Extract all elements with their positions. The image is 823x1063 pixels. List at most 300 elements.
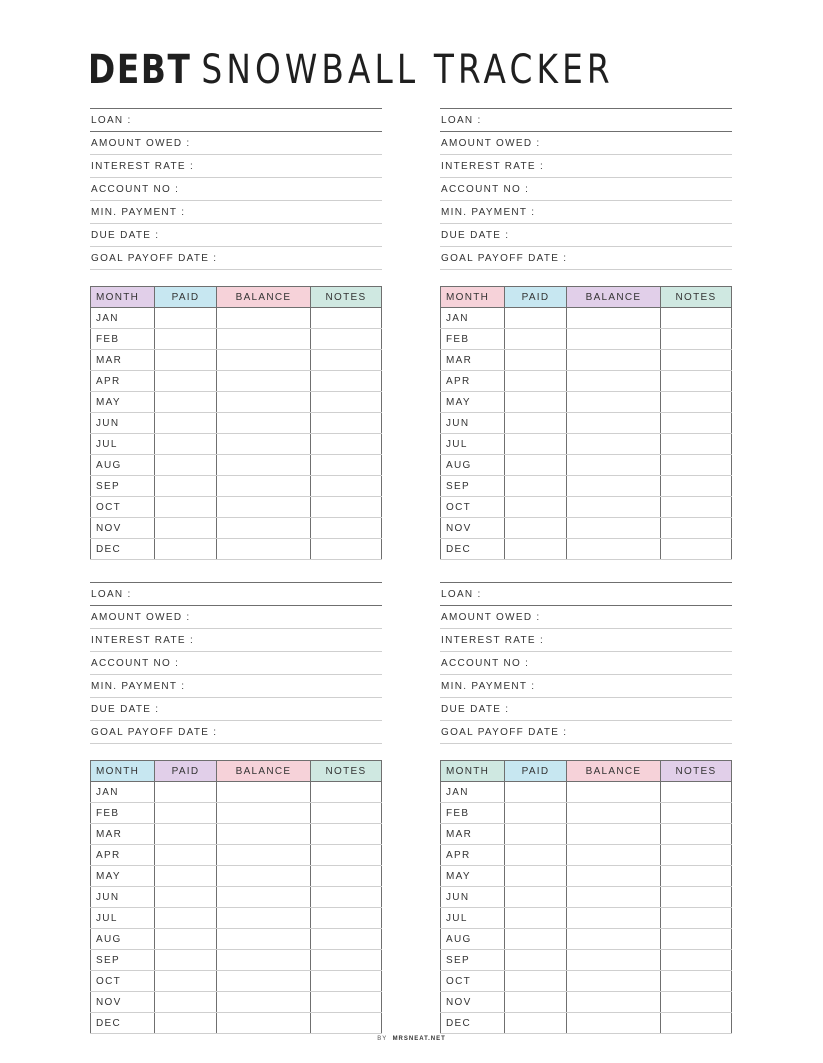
entry-cell[interactable] [311,350,382,371]
entry-cell[interactable] [661,371,732,392]
entry-cell[interactable] [311,371,382,392]
entry-cell[interactable] [155,371,217,392]
entry-cell[interactable] [155,908,217,929]
info-field-row[interactable] [90,629,382,652]
info-field-label: ACCOUNT NO : [441,657,530,669]
info-field-row[interactable] [440,155,732,178]
entry-cell[interactable] [505,413,567,434]
entry-cell[interactable] [505,434,567,455]
month-label: NOV [441,518,505,539]
table-row [91,329,382,350]
table-row [91,950,382,971]
info-field-row[interactable] [440,224,732,247]
entry-cell[interactable] [311,434,382,455]
info-field-row[interactable] [90,721,382,744]
entry-cell[interactable] [155,992,217,1013]
page-title [88,42,614,98]
entry-cell[interactable] [217,434,311,455]
table-row [441,539,732,560]
entry-cell[interactable] [567,803,661,824]
entry-cell[interactable] [661,887,732,908]
month-label: JAN [91,308,155,329]
debt-block [440,108,732,555]
loan-info-fields [440,108,732,270]
table-row [91,497,382,518]
entry-cell[interactable] [155,845,217,866]
entry-cell[interactable] [567,434,661,455]
entry-cell[interactable] [661,497,732,518]
month-label: APR [441,371,505,392]
entry-cell[interactable] [311,308,382,329]
entry-cell[interactable] [661,476,732,497]
month-label: AUG [91,455,155,476]
table-row [441,908,732,929]
table-row [441,950,732,971]
month-label: JAN [91,782,155,803]
entry-cell[interactable] [155,476,217,497]
entry-cell[interactable] [567,866,661,887]
entry-cell[interactable] [311,929,382,950]
entry-cell[interactable] [217,413,311,434]
info-field-row[interactable] [440,201,732,224]
info-field-row[interactable] [440,675,732,698]
month-label: SEP [91,950,155,971]
entry-cell[interactable] [661,908,732,929]
table-row [91,371,382,392]
table-row [441,971,732,992]
entry-cell[interactable] [217,845,311,866]
entry-cell[interactable] [311,455,382,476]
table-row [91,308,382,329]
month-label: JAN [441,308,505,329]
entry-cell[interactable] [311,497,382,518]
entry-cell[interactable] [567,329,661,350]
info-field-row[interactable] [440,652,732,675]
info-field-row[interactable] [90,698,382,721]
month-label: NOV [91,992,155,1013]
month-label: FEB [441,803,505,824]
loan-info-fields [90,108,382,270]
table-row [441,518,732,539]
entry-cell[interactable] [505,497,567,518]
table-row [441,308,732,329]
entry-cell[interactable] [217,971,311,992]
entry-cell[interactable] [155,308,217,329]
table-row [91,887,382,908]
info-field-label: DUE DATE : [91,229,160,241]
entry-cell[interactable] [155,539,217,560]
month-label: NOV [91,518,155,539]
info-field-label: MIN. PAYMENT : [91,680,186,692]
table-row [91,824,382,845]
column-header: MONTH [441,761,505,782]
month-label: DEC [91,1013,155,1034]
entry-cell[interactable] [505,803,567,824]
entry-cell[interactable] [505,887,567,908]
info-field-row[interactable] [440,109,732,132]
info-field-label: MIN. PAYMENT : [441,680,536,692]
entry-cell[interactable] [217,887,311,908]
entry-cell[interactable] [567,887,661,908]
entry-cell[interactable] [567,413,661,434]
info-field-label: ACCOUNT NO : [91,183,180,195]
month-label: APR [91,845,155,866]
entry-cell[interactable] [661,308,732,329]
entry-cell[interactable] [311,476,382,497]
entry-cell[interactable] [661,329,732,350]
table-row [91,455,382,476]
table-row [91,392,382,413]
entry-cell[interactable] [155,971,217,992]
entry-cell[interactable] [567,392,661,413]
entry-cell[interactable] [311,329,382,350]
entry-cell[interactable] [217,455,311,476]
entry-cell[interactable] [311,392,382,413]
month-label: FEB [91,329,155,350]
month-label: NOV [441,992,505,1013]
info-field-row[interactable] [90,247,382,270]
info-field-row[interactable] [90,675,382,698]
entry-cell[interactable] [505,308,567,329]
table-row [441,497,732,518]
table-row [91,845,382,866]
info-field-row[interactable] [90,201,382,224]
entry-cell[interactable] [217,476,311,497]
month-label: OCT [91,971,155,992]
column-header: MONTH [91,761,155,782]
info-field-row[interactable] [440,178,732,201]
entry-cell[interactable] [661,413,732,434]
entry-cell[interactable] [155,518,217,539]
entry-cell[interactable] [311,824,382,845]
entry-cell[interactable] [217,371,311,392]
table-row [91,350,382,371]
month-label: JUL [441,434,505,455]
info-field-row[interactable] [90,155,382,178]
entry-cell[interactable] [567,350,661,371]
entry-cell[interactable] [661,866,732,887]
entry-cell[interactable] [311,518,382,539]
info-field-label: ACCOUNT NO : [441,183,530,195]
entry-cell[interactable] [505,1013,567,1034]
entry-cell[interactable] [155,1013,217,1034]
entry-cell[interactable] [505,845,567,866]
info-field-label: GOAL PAYOFF DATE : [91,726,218,738]
entry-cell[interactable] [217,539,311,560]
loan-info-fields [440,582,732,744]
debt-block [90,582,382,1029]
info-field-row[interactable] [90,583,382,606]
entry-cell[interactable] [217,329,311,350]
info-field-label: AMOUNT OWED : [441,137,541,149]
entry-cell[interactable] [505,908,567,929]
entry-cell[interactable] [567,971,661,992]
entry-cell[interactable] [567,497,661,518]
entry-cell[interactable] [311,908,382,929]
entry-cell[interactable] [567,908,661,929]
table-row [441,845,732,866]
entry-cell[interactable] [505,992,567,1013]
entry-cell[interactable] [661,350,732,371]
entry-cell[interactable] [661,392,732,413]
column-header: BALANCE [217,761,311,782]
entry-cell[interactable] [217,518,311,539]
entry-cell[interactable] [505,929,567,950]
entry-cell[interactable] [155,392,217,413]
entry-cell[interactable] [661,539,732,560]
entry-cell[interactable] [311,866,382,887]
entry-cell[interactable] [567,455,661,476]
entry-cell[interactable] [311,782,382,803]
entry-cell[interactable] [217,308,311,329]
entry-cell[interactable] [311,845,382,866]
debt-block [440,582,732,1029]
month-label: MAR [91,350,155,371]
month-label: JUN [91,887,155,908]
table-row [91,476,382,497]
info-field-label: ACCOUNT NO : [91,657,180,669]
entry-cell[interactable] [661,950,732,971]
month-label: JUL [91,434,155,455]
month-label: SEP [91,476,155,497]
column-header: PAID [505,761,567,782]
entry-cell[interactable] [567,518,661,539]
table-row [91,929,382,950]
table-row [441,350,732,371]
entry-cell[interactable] [567,824,661,845]
info-field-label: AMOUNT OWED : [441,611,541,623]
table-row [91,782,382,803]
entry-cell[interactable] [217,908,311,929]
entry-cell[interactable] [505,950,567,971]
table-row [91,539,382,560]
info-field-label: GOAL PAYOFF DATE : [441,726,568,738]
entry-cell[interactable] [311,887,382,908]
entry-cell[interactable] [661,803,732,824]
entry-cell[interactable] [155,413,217,434]
info-field-label: LOAN : [91,114,132,126]
entry-cell[interactable] [217,1013,311,1034]
entry-cell[interactable] [155,455,217,476]
entry-cell[interactable] [567,1013,661,1034]
column-header: NOTES [661,287,732,308]
entry-cell[interactable] [567,371,661,392]
entry-cell[interactable] [311,992,382,1013]
month-label: SEP [441,476,505,497]
entry-cell[interactable] [567,992,661,1013]
entry-cell[interactable] [505,455,567,476]
month-label: DEC [91,539,155,560]
table-row [441,413,732,434]
entry-cell[interactable] [155,866,217,887]
entry-cell[interactable] [661,455,732,476]
entry-cell[interactable] [155,497,217,518]
info-field-label: LOAN : [441,588,482,600]
entry-cell[interactable] [505,518,567,539]
entry-cell[interactable] [567,308,661,329]
entry-cell[interactable] [505,539,567,560]
entry-cell[interactable] [661,434,732,455]
entry-cell[interactable] [505,782,567,803]
entry-cell[interactable] [155,803,217,824]
entry-cell[interactable] [661,518,732,539]
info-field-row[interactable] [440,698,732,721]
entry-cell[interactable] [217,950,311,971]
table-row [91,866,382,887]
month-label: MAR [91,824,155,845]
monthly-payment-table [90,286,382,560]
entry-cell[interactable] [311,950,382,971]
month-label: DEC [441,1013,505,1034]
monthly-payment-table [440,760,732,1034]
column-header: NOTES [311,761,382,782]
entry-cell[interactable] [311,539,382,560]
month-label: JUN [441,887,505,908]
info-field-label: AMOUNT OWED : [91,137,191,149]
entry-cell[interactable] [505,866,567,887]
entry-cell[interactable] [155,434,217,455]
month-label: AUG [441,929,505,950]
entry-cell[interactable] [217,497,311,518]
table-row [91,803,382,824]
info-field-label: LOAN : [441,114,482,126]
entry-cell[interactable] [567,845,661,866]
info-field-row[interactable] [90,132,382,155]
info-field-row[interactable] [440,132,732,155]
entry-cell[interactable] [155,782,217,803]
debt-block [90,108,382,555]
loan-info-fields [90,582,382,744]
month-label: AUG [441,455,505,476]
entry-cell[interactable] [217,992,311,1013]
entry-cell[interactable] [155,329,217,350]
entry-cell[interactable] [217,782,311,803]
entry-cell[interactable] [567,950,661,971]
info-field-row[interactable] [90,652,382,675]
info-field-row[interactable] [90,109,382,132]
monthly-payment-table [440,286,732,560]
entry-cell[interactable] [567,476,661,497]
entry-cell[interactable] [567,782,661,803]
table-header-row [91,761,382,782]
entry-cell[interactable] [661,824,732,845]
info-field-label: LOAN : [91,588,132,600]
entry-cell[interactable] [505,329,567,350]
info-field-row[interactable] [90,606,382,629]
footer-credit [0,1036,823,1042]
table-header-row [441,287,732,308]
entry-cell[interactable] [217,929,311,950]
info-field-label: DUE DATE : [91,703,160,715]
info-field-row[interactable] [90,178,382,201]
entry-cell[interactable] [505,824,567,845]
month-label: DEC [441,539,505,560]
table-row [441,455,732,476]
entry-cell[interactable] [661,992,732,1013]
title-light: SNOWBALL TRACKER [201,47,614,93]
entry-cell[interactable] [505,392,567,413]
entry-cell[interactable] [567,929,661,950]
info-field-row[interactable] [440,606,732,629]
table-row [441,1013,732,1034]
entry-cell[interactable] [217,392,311,413]
month-label: JUL [441,908,505,929]
entry-cell[interactable] [155,350,217,371]
month-label: FEB [91,803,155,824]
info-field-label: DUE DATE : [441,703,510,715]
month-label: APR [441,845,505,866]
entry-cell[interactable] [661,845,732,866]
month-label: MAY [91,392,155,413]
table-row [441,887,732,908]
entry-cell[interactable] [155,824,217,845]
info-field-row[interactable] [440,721,732,744]
entry-cell[interactable] [217,803,311,824]
entry-cell[interactable] [311,971,382,992]
entry-cell[interactable] [567,539,661,560]
info-field-label: INTEREST RATE : [441,634,545,646]
info-field-label: AMOUNT OWED : [91,611,191,623]
info-field-label: INTEREST RATE : [441,160,545,172]
month-label: MAR [441,824,505,845]
info-field-label: DUE DATE : [441,229,510,241]
table-row [441,392,732,413]
entry-cell[interactable] [661,929,732,950]
footer-by: BY [377,1036,388,1042]
month-label: MAY [91,866,155,887]
info-field-row[interactable] [440,247,732,270]
table-row [441,329,732,350]
entry-cell[interactable] [155,929,217,950]
month-label: SEP [441,950,505,971]
column-header: BALANCE [217,287,311,308]
column-header: NOTES [661,761,732,782]
table-row [441,992,732,1013]
info-field-label: INTEREST RATE : [91,634,195,646]
table-row [91,413,382,434]
table-row [441,476,732,497]
table-header-row [91,287,382,308]
entry-cell[interactable] [155,950,217,971]
entry-cell[interactable] [155,887,217,908]
info-field-row[interactable] [90,224,382,247]
entry-cell[interactable] [505,971,567,992]
entry-cell[interactable] [217,866,311,887]
entry-cell[interactable] [505,476,567,497]
entry-cell[interactable] [311,413,382,434]
info-field-row[interactable] [440,629,732,652]
entry-cell[interactable] [505,371,567,392]
month-label: JUN [441,413,505,434]
entry-cell[interactable] [311,803,382,824]
entry-cell[interactable] [217,350,311,371]
entry-cell[interactable] [311,1013,382,1034]
entry-cell[interactable] [661,971,732,992]
entry-cell[interactable] [217,824,311,845]
table-row [441,866,732,887]
table-row [91,518,382,539]
month-label: AUG [91,929,155,950]
table-row [91,1013,382,1034]
info-field-row[interactable] [440,583,732,606]
entry-cell[interactable] [661,1013,732,1034]
column-header: PAID [505,287,567,308]
month-label: OCT [441,971,505,992]
entry-cell[interactable] [505,350,567,371]
entry-cell[interactable] [661,782,732,803]
column-header: MONTH [441,287,505,308]
title-bold: DEBT [88,47,192,93]
